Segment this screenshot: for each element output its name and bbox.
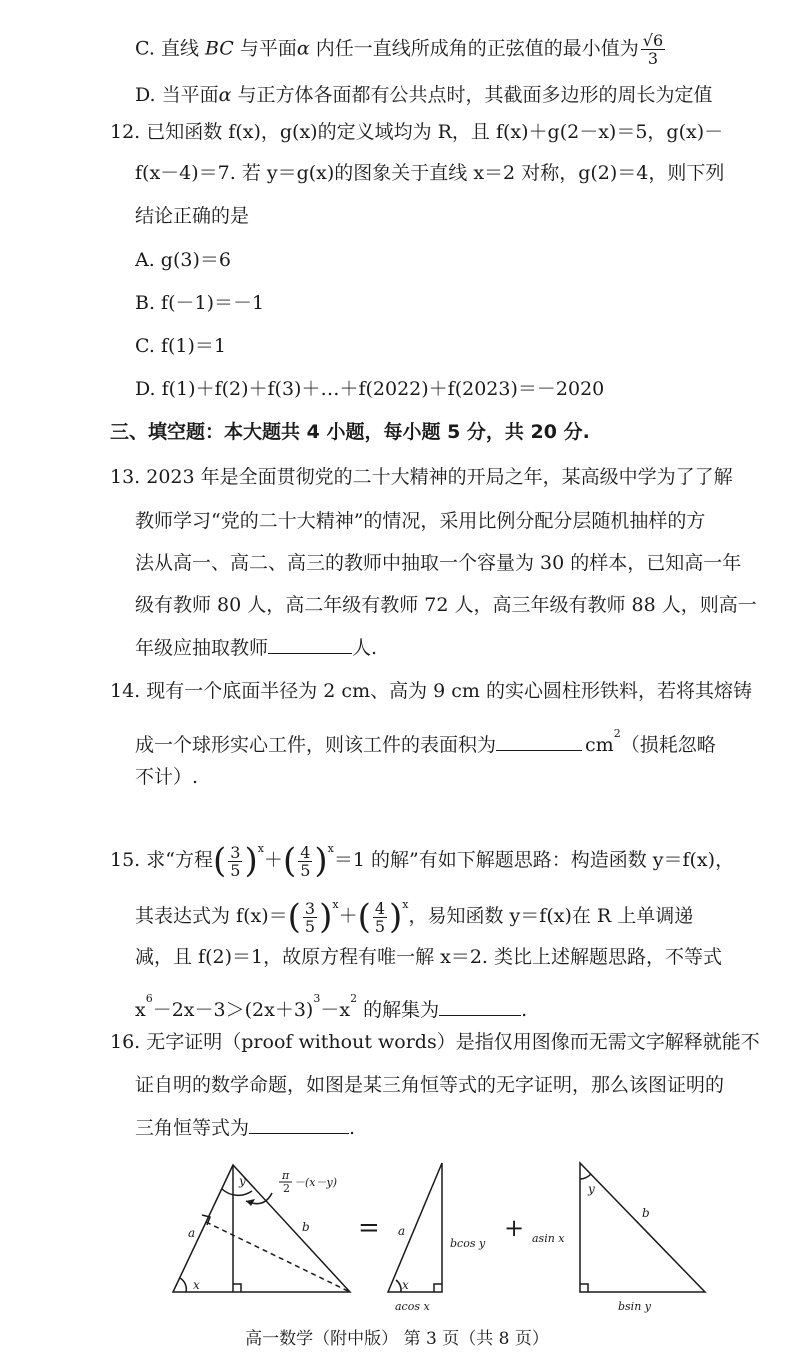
var-bc: BC	[204, 37, 234, 60]
label-x: x	[402, 1278, 409, 1292]
right-angle-mark	[580, 1284, 588, 1292]
q14-line-2: 成一个球形实心工件，则该工件的表面积为 $cm^2$（损耗忽略	[135, 727, 716, 756]
angle-y-arc	[222, 1189, 252, 1195]
q12-option-b: B. f(－1)＝－1	[135, 292, 265, 314]
q13-line-3: 法从高一、高二、高三的教师中抽取一个容量为 30 的样本，已知高一年	[135, 552, 742, 574]
label-bsiny: bsin y	[618, 1300, 651, 1313]
q12-option-a: A. g(3)＝6	[135, 249, 231, 271]
label-bcosy: bcos y	[450, 1237, 486, 1250]
answer-blank[interactable]	[268, 635, 352, 654]
right-angle-mark	[233, 1284, 241, 1292]
q13-line-4: 级有教师 80 人，高二年级有教师 72 人，高三年级有教师 88 人，则高一	[135, 594, 757, 616]
q12-line-1: 12. 已知函数 f(x)，g(x)的定义域均为 R，且 f(x)＋g(2－x)＝5，g(x)－	[110, 121, 724, 143]
middle-triangle	[388, 1163, 442, 1292]
label-x: x	[193, 1278, 200, 1292]
answer-blank[interactable]	[496, 732, 582, 751]
plus-sign: +	[504, 1214, 525, 1242]
q16-line-2: 证自明的数学命题，如图是某三角恒等式的无字证明，那么该图证明的	[135, 1074, 725, 1096]
q11-option-d: D. 当平面α 与正方体各面都有公共点时，其截面多边形的周长为定值	[135, 84, 713, 106]
angle-x-arc	[396, 1280, 401, 1292]
label-2: 2	[283, 1182, 290, 1195]
angle-x-arc	[180, 1278, 186, 1292]
label-pi: π	[282, 1169, 290, 1182]
label-y: y	[239, 1174, 246, 1188]
label-a: a	[188, 1226, 196, 1240]
right-angle-mark	[434, 1284, 442, 1292]
label-b: b	[302, 1220, 310, 1234]
q12-option-c: C. f(1)＝1	[135, 335, 226, 357]
arrow-head	[246, 1199, 255, 1206]
angle-y-arc	[580, 1174, 591, 1179]
page-footer: 高一数学（附中版） 第 3 页（共 8 页）	[245, 1329, 549, 1349]
q12-line-2: f(x－4)＝7. 若 y＝g(x)的图象关于直线 x＝2 对称，g(2)＝4，则下列	[135, 162, 725, 184]
section-heading: 三、填空题：本大题共 4 小题，每小题 5 分，共 20 分.	[110, 421, 590, 443]
label-expression: －(x－y)	[294, 1176, 338, 1189]
proof-without-words-figure	[160, 1155, 720, 1315]
q13-line-2: 教师学习“党的二十大精神”的情况，采用比例分配分层随机抽样的方	[135, 510, 706, 532]
answer-blank[interactable]	[249, 1115, 349, 1134]
q14-line-1: 14. 现有一个底面半径为 2 cm、高为 9 cm 的实心圆柱形铁料，若将其熔铸	[110, 680, 752, 702]
q15-line-1: 15. 求“方程( $\frac{3}{5}$ )$^x$＋( $\frac{4}{5}$ )$^x$＝1 的解”有如下解题思路：构造函数 y＝f(x)，	[110, 841, 735, 881]
q12-line-3: 结论正确的是	[135, 205, 250, 227]
q16-line-3: 三角恒等式为 .	[135, 1117, 356, 1139]
label-b: b	[642, 1206, 650, 1220]
q14-line-3: 不计）.	[135, 766, 199, 788]
answer-blank[interactable]	[439, 997, 521, 1016]
fraction-sqrt6-over-3: $\frac{√6}{3}$	[642, 31, 664, 68]
q15-line-4: $x^6-2x-3>(2x+3)^3-x^2$ 的解集为 .	[135, 992, 528, 1021]
q13-line-5: 年级应抽取教师 人.	[135, 637, 378, 659]
label-acosx: acos x	[395, 1300, 430, 1313]
dashed-line	[206, 1222, 350, 1292]
label-asinx: asin x	[532, 1232, 565, 1245]
q12-option-d: D. f(1)＋f(2)＋f(3)＋…＋f(2022)＋f(2023)＝－2020	[135, 378, 605, 400]
q16-line-1: 16. 无字证明（proof without words）是指仅用图像而无需文字解释就能不	[110, 1031, 760, 1053]
right-triangle	[580, 1163, 705, 1292]
equals-sign: =	[358, 1213, 380, 1243]
label-y: y	[588, 1182, 595, 1196]
q15-line-2: 其表达式为 f(x)＝( $\frac{3}{5}$ )$^x$＋( $\frac{4}{5}$ )$^x$，易知函数 y＝f(x)在 R 上单调递	[135, 897, 694, 937]
label-a: a	[398, 1224, 406, 1238]
q13-line-1: 13. 2023 年是全面贯彻党的二十大精神的开局之年，某高级中学为了了解	[110, 466, 733, 488]
q15-line-3: 减，且 f(2)＝1，故原方程有唯一解 x＝2. 类比上述解题思路，不等式	[135, 946, 722, 968]
q11-option-c: C. 直线 BC 与平面α 内任一直线所成角的正弦值的最小值为 $\frac{√6}{3}$	[135, 31, 664, 68]
